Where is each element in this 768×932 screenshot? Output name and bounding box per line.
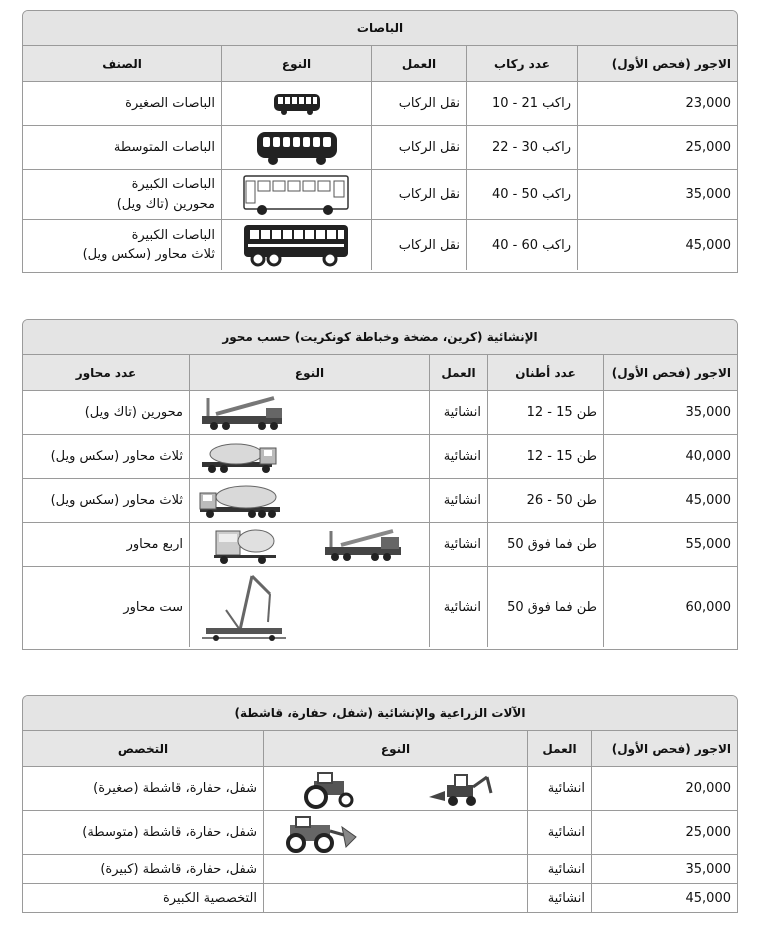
table-row: [23, 220, 737, 270]
concrete-mixer-icon: [196, 438, 286, 476]
tons-cell: طن 50 - 26: [487, 479, 603, 523]
price-cell: 45,000: [591, 884, 737, 912]
price-cell: 55,000: [603, 523, 737, 567]
tons-cell: طن 15 - 12: [487, 391, 603, 435]
axles-cell: ثلاث محاور (سكس ويل): [23, 479, 189, 523]
category-line: الباصات الكبيرة: [131, 177, 215, 192]
table-row: [23, 567, 737, 647]
header-price: الاجور (فحص الأول): [591, 731, 737, 767]
header-tons: عدد أطنان: [487, 355, 603, 391]
work-cell: انشائية: [527, 855, 591, 884]
axles-cell: اربع محاور: [23, 523, 189, 567]
header-price: الاجور (فحص الأول): [603, 355, 737, 391]
concrete-mixer-large-icon: [196, 481, 292, 521]
header-category: الصنف: [23, 46, 221, 82]
category-line: الباصات الصغيرة: [125, 96, 215, 111]
passenger-count-cell: راكب 30 - 22: [466, 126, 577, 170]
tons-cell: طن فما فوق 50: [487, 523, 603, 567]
table-row: [23, 811, 737, 855]
type-cell: [221, 170, 371, 220]
medium-bus-icon: [255, 129, 339, 167]
table-row: [23, 523, 737, 567]
specialty-cell: التخصصية الكبيرة: [162, 890, 257, 906]
price-cell: 40,000: [603, 435, 737, 479]
table-row: [23, 767, 737, 811]
category-cell: [23, 82, 221, 126]
header-work: العمل: [429, 355, 487, 391]
work-cell: انشائية: [429, 523, 487, 567]
table-row: [23, 855, 737, 884]
work-cell: نقل الركاب: [371, 126, 466, 170]
price-cell: 35,000: [577, 170, 737, 220]
agricultural-table-title: الآلات الزراعية والإنشائية (شفل، حفارة، قاشطة): [23, 696, 737, 731]
type-cell: [221, 82, 371, 126]
category-cell: [23, 126, 221, 170]
large-bus-three-axle-icon: [242, 222, 352, 268]
price-cell: 25,000: [577, 126, 737, 170]
buses-table: [22, 10, 738, 273]
construction-table: [22, 319, 738, 650]
table-row: [23, 82, 737, 126]
price-cell: 25,000: [591, 811, 737, 855]
price-cell: 35,000: [603, 391, 737, 435]
small-bus-icon: [272, 91, 322, 117]
category-cell: [23, 170, 221, 220]
type-cell: [221, 126, 371, 170]
work-cell: انشائية: [429, 435, 487, 479]
type-cell: [263, 767, 527, 811]
price-cell: 35,000: [591, 855, 737, 884]
work-cell: نقل الركاب: [371, 82, 466, 126]
category-line: الباصات الكبيرة: [131, 227, 215, 243]
category-line: محورين (تاك ويل): [116, 196, 215, 212]
table-row: [23, 435, 737, 479]
work-cell: انشائية: [527, 767, 591, 811]
header-specialty: التخصص: [23, 731, 263, 767]
large-bus-two-axle-icon: [242, 173, 352, 217]
specialty-cell: شفل، حفارة، قاشطة (كبيرة): [23, 855, 263, 884]
table-row: [23, 170, 737, 220]
category-cell: [23, 220, 221, 270]
header-type: النوع: [189, 355, 429, 391]
tractor-icon: [296, 769, 362, 809]
table-row: [23, 126, 737, 170]
work-cell: نقل الركاب: [371, 220, 466, 270]
passenger-count-cell: راكب 50 - 40: [466, 170, 577, 220]
type-cell: [189, 391, 429, 435]
type-cell: [263, 855, 527, 884]
axles-cell: ست محاور: [123, 599, 183, 615]
axles-cell: محورين (تاك ويل): [23, 391, 189, 435]
tons-cell: طن 15 - 12: [487, 435, 603, 479]
header-type: النوع: [263, 731, 527, 767]
concrete-pump-icon: [196, 570, 292, 644]
price-cell: 60,000: [603, 567, 737, 647]
axles-cell: ثلاث محاور (سكس ويل): [23, 435, 189, 479]
header-work: العمل: [371, 46, 466, 82]
table-row: [23, 479, 737, 523]
work-cell: انشائية: [527, 884, 591, 912]
price-cell: 20,000: [591, 767, 737, 811]
buses-table-title: الباصات: [23, 11, 737, 46]
price-cell: 45,000: [577, 220, 737, 270]
type-cell: [189, 523, 429, 567]
agricultural-table: [22, 695, 738, 913]
category-line: الباصات المتوسطة: [113, 140, 215, 155]
specialty-cell: شفل، حفارة، قاشطة (متوسطة): [23, 811, 263, 855]
specialty-cell: شفل، حفارة، قاشطة (صغيرة): [23, 767, 263, 811]
concrete-mixer-front-icon: [212, 525, 278, 565]
header-axles: عدد محاور: [23, 355, 189, 391]
table-row: [23, 884, 737, 912]
category-line: ثلاث محاور (سكس ويل): [82, 247, 215, 262]
passenger-count-cell: راكب 21 - 10: [466, 82, 577, 126]
passenger-count-cell: راكب 60 - 40: [466, 220, 577, 270]
type-cell: [221, 220, 371, 270]
tons-cell: طن فما فوق 50: [487, 567, 603, 647]
backhoe-icon: [425, 769, 495, 809]
header-price: الاجور (فحص الأول): [577, 46, 737, 82]
mobile-crane-icon: [321, 525, 407, 565]
type-cell: [189, 479, 429, 523]
price-cell: 23,000: [577, 82, 737, 126]
crane-truck-icon: [196, 394, 296, 432]
work-cell: انشائية: [429, 479, 487, 523]
type-cell: [263, 884, 527, 912]
type-cell: [189, 567, 429, 647]
work-cell: نقل الركاب: [371, 170, 466, 220]
work-cell: انشائية: [429, 567, 487, 647]
header-type: النوع: [221, 46, 371, 82]
table-row: [23, 391, 737, 435]
price-cell: 45,000: [603, 479, 737, 523]
wheel-loader-icon: [270, 813, 360, 853]
work-cell: انشائية: [527, 811, 591, 855]
work-cell: انشائية: [429, 391, 487, 435]
type-cell: [189, 435, 429, 479]
header-passenger-count: عدد ركاب: [466, 46, 577, 82]
header-work: العمل: [527, 731, 591, 767]
type-cell: [263, 811, 527, 855]
construction-table-title: الإنشائية (كرين، مضخة وخباطة كونكريت) حسب محور: [23, 320, 737, 355]
